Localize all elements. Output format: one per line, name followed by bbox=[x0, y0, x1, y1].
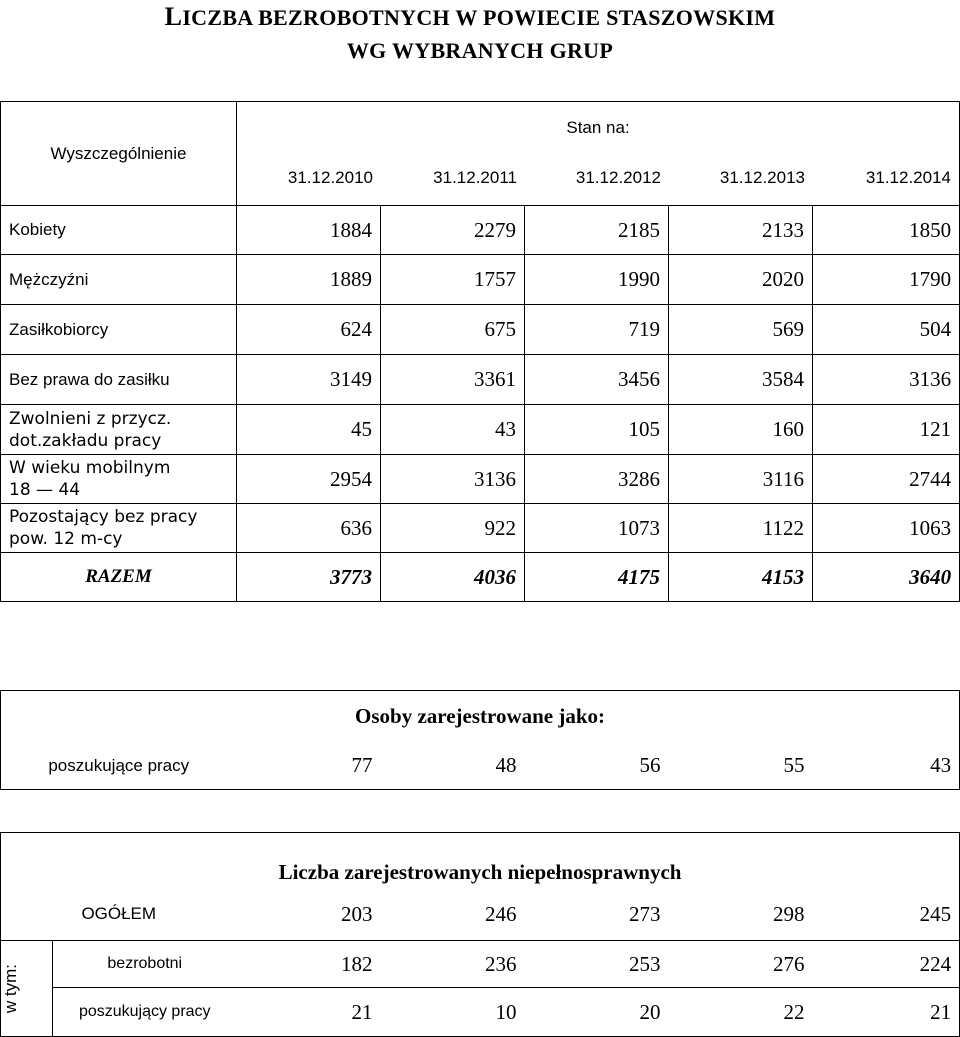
value-cell: 236 bbox=[381, 941, 525, 988]
value-cell: 10 bbox=[381, 988, 525, 1037]
value-cell: 922 bbox=[381, 504, 525, 553]
value-cell: 2744 bbox=[813, 455, 960, 504]
value-cell: 105 bbox=[525, 405, 669, 455]
value-cell: 224 bbox=[813, 941, 960, 988]
row-label-line2: dot.zakładu pracy bbox=[9, 430, 162, 451]
row-label: poszukujące pracy bbox=[1, 743, 237, 790]
value-cell: 276 bbox=[669, 941, 813, 988]
row-label-line1: Zwolnieni z przycz. bbox=[9, 408, 172, 429]
table-row bbox=[1, 455, 960, 504]
value-cell: 2185 bbox=[525, 206, 669, 255]
value-cell: 77 bbox=[237, 743, 381, 790]
table-row bbox=[1, 988, 960, 1037]
row-label: Zasiłkobiorcy bbox=[1, 305, 237, 355]
total-value: 4036 bbox=[381, 553, 525, 602]
disabled-table bbox=[0, 832, 960, 1037]
value-cell: 48 bbox=[381, 743, 525, 790]
value-cell: 569 bbox=[669, 305, 813, 355]
date-2011: 31.12.2011 bbox=[433, 168, 517, 187]
date-2010: 31.12.2010 bbox=[287, 168, 373, 187]
unemployment-table bbox=[0, 101, 960, 602]
value-cell: 3116 bbox=[669, 455, 813, 504]
value-cell: 182 bbox=[237, 941, 381, 988]
row-label bbox=[1, 405, 237, 455]
table-row bbox=[1, 743, 960, 790]
disabled-header: Liczba zarejestrowanych niepełnosprawnych bbox=[1, 833, 960, 889]
value-cell: 246 bbox=[485, 901, 517, 926]
value-cell: 3136 bbox=[813, 355, 960, 405]
total-label: RAZEM bbox=[1, 553, 237, 602]
value-cell: 253 bbox=[525, 941, 669, 988]
row-label: Kobiety bbox=[1, 206, 237, 255]
header-dates-cell bbox=[237, 102, 960, 206]
value-cell: 2020 bbox=[669, 255, 813, 305]
row-label: Bez prawa do zasiłku bbox=[1, 355, 237, 405]
value-cell: 21 bbox=[813, 988, 960, 1037]
value-cell: 3286 bbox=[525, 455, 669, 504]
value-cell: 1850 bbox=[813, 206, 960, 255]
value-cell: 298 bbox=[773, 901, 805, 926]
row-label-line1: Pozostający bez pracy bbox=[9, 507, 198, 527]
value-cell: 160 bbox=[669, 405, 813, 455]
value-cell: 3136 bbox=[381, 455, 525, 504]
table-row bbox=[1, 206, 960, 255]
value-cell: 55 bbox=[669, 743, 813, 790]
total-value: 3773 bbox=[237, 553, 381, 602]
table-row bbox=[1, 941, 960, 988]
page-title bbox=[0, 2, 950, 32]
value-cell: 245 bbox=[813, 889, 960, 941]
value-cell: 675 bbox=[381, 305, 525, 355]
value-cell: 3456 bbox=[525, 355, 669, 405]
value-cell: 3361 bbox=[381, 355, 525, 405]
table-row bbox=[1, 405, 960, 455]
value-cell: 1889 bbox=[237, 255, 381, 305]
value-cell: 273 bbox=[629, 901, 661, 926]
value-cell: 2954 bbox=[237, 455, 381, 504]
table-row bbox=[1, 355, 960, 405]
disabled-header-row bbox=[1, 833, 960, 889]
row-label-line1: W wieku mobilnym bbox=[9, 458, 171, 478]
table-row bbox=[1, 504, 960, 553]
value-cell: 1884 bbox=[237, 206, 381, 255]
value-cell: 1790 bbox=[813, 255, 960, 305]
value-cell: 43 bbox=[381, 405, 525, 455]
header-label-cell: Wyszczególnienie bbox=[1, 102, 237, 206]
value-cell: 2133 bbox=[669, 206, 813, 255]
value-cell: 624 bbox=[237, 305, 381, 355]
row-label: OGÓŁEM bbox=[1, 889, 237, 941]
value-cell: 21 bbox=[237, 988, 381, 1037]
side-label: w tym: bbox=[1, 963, 20, 1014]
row-label-line2: pow. 12 m-cy bbox=[9, 529, 123, 549]
value-cell: 45 bbox=[237, 405, 381, 455]
value-cell: 3149 bbox=[237, 355, 381, 405]
value-cell: 636 bbox=[237, 504, 381, 553]
value-cell: 719 bbox=[525, 305, 669, 355]
disabled-total-row bbox=[1, 889, 960, 941]
date-2012: 31.12.2012 bbox=[575, 168, 661, 187]
registered-header-row bbox=[1, 691, 960, 743]
row-label bbox=[1, 504, 237, 553]
state-header: Stan na: bbox=[566, 118, 630, 137]
value-cell: 1073 bbox=[525, 504, 669, 553]
row-label: poszukujący pracy bbox=[53, 988, 237, 1037]
row-label: bezrobotni bbox=[53, 941, 237, 988]
registered-header: Osoby zarejestrowane jako: bbox=[1, 691, 960, 743]
value-cell: 20 bbox=[525, 988, 669, 1037]
title-initial: L bbox=[164, 2, 183, 31]
date-2014: 31.12.2014 bbox=[865, 168, 951, 187]
table-row bbox=[1, 255, 960, 305]
registered-table bbox=[0, 690, 960, 790]
table-header-row bbox=[1, 102, 960, 206]
value-cell: 1757 bbox=[381, 255, 525, 305]
value-cell: 203 bbox=[341, 901, 373, 926]
value-cell: 2279 bbox=[381, 206, 525, 255]
value-cell: 43 bbox=[813, 743, 960, 790]
value-cell: 504 bbox=[813, 305, 960, 355]
row-label: Mężczyźni bbox=[1, 255, 237, 305]
table-row bbox=[1, 305, 960, 355]
value-cell: 56 bbox=[525, 743, 669, 790]
row-label bbox=[1, 455, 237, 504]
total-row bbox=[1, 553, 960, 602]
date-2013: 31.12.2013 bbox=[719, 168, 805, 187]
value-cell: 3584 bbox=[669, 355, 813, 405]
title-line1: ICZBA BEZROBOTNYCH W POWIECIE STASZOWSKIM bbox=[182, 5, 776, 30]
date-row bbox=[237, 168, 959, 188]
value-cell: 1122 bbox=[669, 504, 813, 553]
value-cell: 1990 bbox=[525, 255, 669, 305]
side-label-cell bbox=[1, 941, 53, 1037]
value-cell: 121 bbox=[813, 405, 960, 455]
total-value: 3640 bbox=[813, 553, 960, 602]
value-cell: 1063 bbox=[813, 504, 960, 553]
total-value: 4175 bbox=[525, 553, 669, 602]
page-subtitle: WG WYBRANYCH GRUP bbox=[346, 38, 614, 63]
total-value: 4153 bbox=[669, 553, 813, 602]
row-label-line2: 18 — 44 bbox=[9, 480, 81, 500]
value-cell: 22 bbox=[669, 988, 813, 1037]
